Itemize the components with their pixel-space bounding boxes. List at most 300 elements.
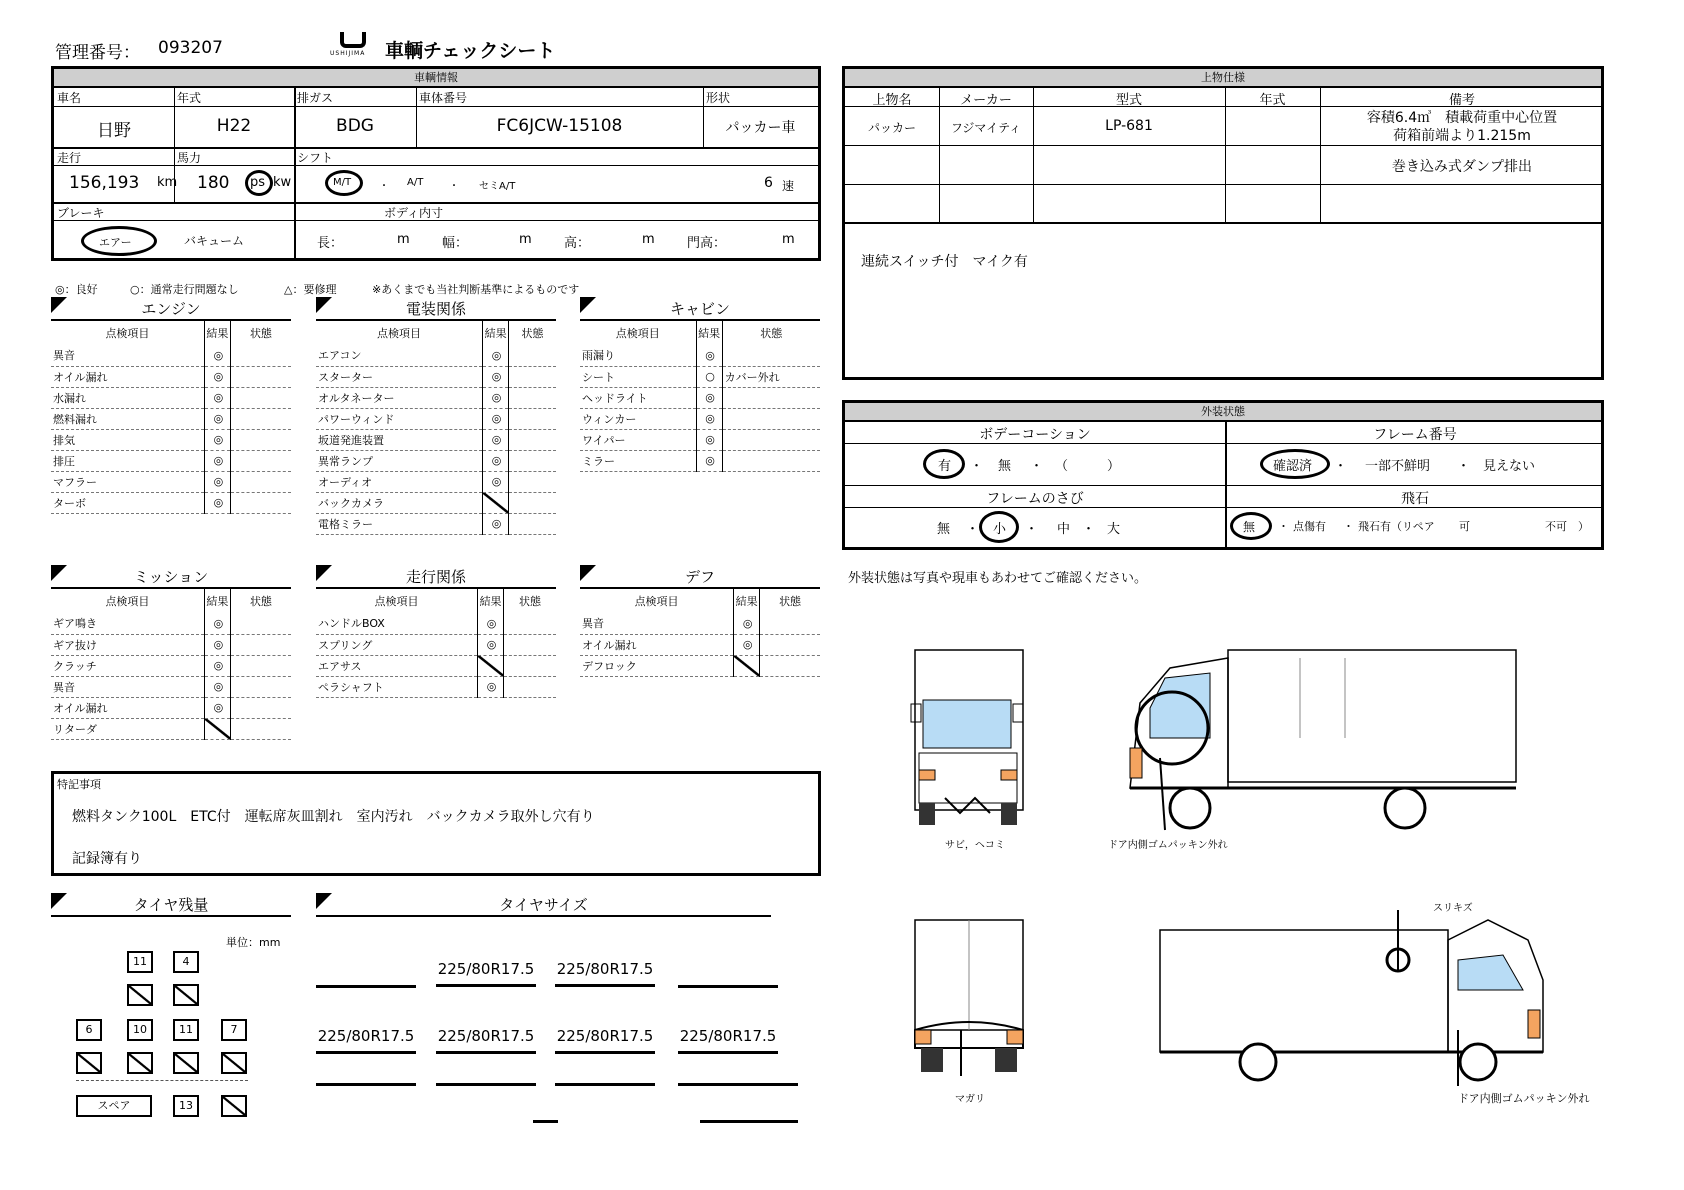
check-row — [316, 366, 556, 387]
power-unit-kw: kw — [273, 175, 292, 190]
brake-vacuum: バキューム — [184, 234, 245, 248]
check-result: ○ — [696, 366, 722, 387]
check-state — [504, 634, 556, 655]
check-row — [51, 676, 291, 697]
check-state — [509, 345, 556, 366]
legend-note: ※あくまでも当社判断基準によるものです — [372, 283, 580, 296]
dot: ・ — [1082, 522, 1096, 537]
check-row — [580, 345, 820, 366]
mileage-label: 走行 — [57, 151, 82, 165]
check-row — [580, 387, 820, 408]
col-item: 点検項目 — [374, 595, 419, 608]
tire-front-left: 11 — [127, 951, 153, 973]
check-row — [580, 408, 820, 429]
name-label: 車名 — [57, 91, 82, 105]
check-result: ◎ — [204, 429, 230, 450]
check-item: スターター — [316, 366, 483, 387]
dim-unit: m — [397, 232, 410, 247]
check-state — [230, 345, 291, 366]
check-item: ペラシャフト — [316, 676, 478, 697]
check-result: ◎ — [204, 634, 230, 655]
check-row — [51, 450, 291, 471]
section-title: 走行関係 — [405, 568, 466, 586]
tire-size-front-2: 225/80R17.5 — [555, 960, 655, 987]
vehicle-info-header: 車輌情報 — [54, 69, 818, 88]
tire-rear-2-inner — [127, 1052, 153, 1074]
chip-ok: 可 — [1459, 520, 1470, 533]
not-applicable-mark — [205, 719, 230, 739]
check-state — [509, 513, 556, 534]
check-state — [722, 429, 820, 450]
check-item: 電格ミラー — [316, 513, 483, 534]
check-state — [509, 471, 556, 492]
col-item: 点検項目 — [634, 595, 679, 608]
tire-size-line — [678, 1083, 798, 1086]
upper-note-3: 巻き込み式ダンプ排出 — [1391, 159, 1533, 175]
check-row — [316, 408, 556, 429]
dim-door-label: 門高： — [687, 236, 727, 251]
col-result: 結果 — [204, 321, 230, 345]
check-row — [580, 655, 820, 676]
upper-h-maker: メーカー — [960, 93, 1012, 108]
coating-label: ボデーコーション — [979, 427, 1091, 443]
check-state — [504, 613, 556, 634]
check-state — [509, 450, 556, 471]
damage-side-right: ドア内側ゴムパッキン外れ — [1458, 1092, 1590, 1105]
dim-height-label: 高： — [564, 236, 591, 251]
section-title: キャビン — [669, 300, 730, 318]
check-result: ◎ — [204, 345, 230, 366]
check-result: ◎ — [734, 634, 760, 655]
upper-spec-header: 上物仕様 — [845, 69, 1601, 88]
tire-size-rear-1: 225/80R17.5 — [316, 1027, 416, 1054]
tire-rear-1: 6 — [76, 1019, 102, 1041]
check-row — [51, 366, 291, 387]
check-state — [230, 655, 291, 676]
check-row — [51, 429, 291, 450]
check-item: パワーウィンド — [316, 408, 483, 429]
col-item: 点検項目 — [105, 595, 150, 608]
rust-large: 大 — [1107, 522, 1121, 537]
check-state — [509, 492, 556, 513]
section-title: タイヤサイズ — [499, 896, 588, 914]
col-state: 状態 — [760, 327, 783, 340]
tire-rear-3: 11 — [173, 1019, 199, 1041]
check-state — [760, 634, 820, 655]
spare-label: スペア — [76, 1095, 152, 1117]
check-row — [316, 676, 556, 697]
upper-spec-panel — [842, 66, 1604, 380]
check-result: ◎ — [478, 613, 504, 634]
dim-width-label: 幅： — [442, 236, 469, 251]
shape-label: 形状 — [706, 91, 731, 105]
damage-side-left: ドア内側ゴムパッキン外れ — [1108, 840, 1228, 851]
dim-unit: m — [519, 232, 532, 247]
check-row — [580, 450, 820, 471]
check-state — [760, 655, 820, 676]
spare-inner — [221, 1095, 247, 1117]
check-state — [509, 429, 556, 450]
dot: ・ — [379, 181, 389, 192]
drive-section — [316, 565, 556, 698]
check-row — [580, 429, 820, 450]
cabin-section — [580, 297, 820, 472]
dot: ・ — [1278, 520, 1289, 533]
frame-partial: 一部不鮮明 — [1365, 459, 1431, 474]
check-row — [580, 366, 820, 387]
check-item: リターダ — [51, 718, 204, 739]
check-state — [230, 387, 291, 408]
check-item: ヘッドライト — [580, 387, 696, 408]
vehicle-info-panel — [51, 66, 821, 261]
tire-size-line — [316, 985, 416, 988]
check-result: ◎ — [696, 429, 722, 450]
check-item: シート — [580, 366, 696, 387]
col-state: 状態 — [249, 595, 272, 608]
diff-table — [580, 589, 820, 677]
vehicle-name: 日野 — [97, 121, 131, 141]
check-result: ◎ — [204, 676, 230, 697]
damage-side-right-top: スリキズ — [1433, 903, 1473, 914]
check-state — [722, 387, 820, 408]
upper-remarks: 連続スイッチ付 マイク有 — [861, 254, 1028, 270]
dot: ・ — [970, 459, 984, 474]
check-state — [722, 408, 820, 429]
shift-label: シフト — [297, 151, 334, 165]
check-state — [230, 697, 291, 718]
mission-table — [51, 589, 291, 740]
coating-no: 無 — [998, 459, 1012, 474]
check-state — [230, 471, 291, 492]
col-result: 結果 — [478, 589, 504, 613]
check-row — [51, 387, 291, 408]
chassis-label: 車体番号 — [419, 91, 468, 105]
upper-maker: フジマイティ — [950, 121, 1022, 135]
mileage-unit: km — [157, 175, 178, 190]
check-row — [316, 634, 556, 655]
check-item: オイル漏れ — [51, 697, 204, 718]
special-line2: 記録簿有り — [72, 851, 142, 867]
vehicle-year: H22 — [216, 116, 252, 136]
check-state — [760, 613, 820, 634]
check-item: ワイパー — [580, 429, 696, 450]
management-number: 093207 — [158, 38, 223, 58]
tire-rear-3-inner — [173, 1052, 199, 1074]
check-result: ◎ — [204, 613, 230, 634]
speeds-unit: 速 — [782, 179, 795, 193]
emission-label: 排ガス — [297, 91, 334, 105]
check-result: ◎ — [483, 429, 509, 450]
check-item: クラッチ — [51, 655, 204, 676]
check-item: エアサス — [316, 655, 478, 676]
col-result: 結果 — [696, 321, 722, 345]
coating-yes: 有 — [938, 459, 952, 474]
legend-ok: ○：通常走行問題なし — [130, 283, 239, 296]
check-item: 燃料漏れ — [51, 408, 204, 429]
tire-size-rear-3: 225/80R17.5 — [555, 1027, 655, 1054]
check-row — [51, 471, 291, 492]
dot: ・ — [1334, 459, 1348, 474]
check-item: 異音 — [51, 676, 204, 697]
check-row — [316, 513, 556, 534]
truck-side-left-diagram — [1110, 648, 1520, 838]
check-state — [230, 492, 291, 513]
check-row — [316, 387, 556, 408]
tire-size-line — [436, 1083, 536, 1086]
check-item: マフラー — [51, 471, 204, 492]
speeds-value: 6 — [764, 175, 773, 191]
frame-confirmed: 確認済 — [1273, 459, 1313, 474]
check-state — [230, 718, 291, 739]
tire-rear-4-inner — [221, 1052, 247, 1074]
section-title: タイヤ残量 — [133, 896, 209, 914]
tire-size-rear-4: 225/80R17.5 — [678, 1027, 778, 1054]
spare-value: 13 — [173, 1095, 199, 1117]
check-item: 水漏れ — [51, 387, 204, 408]
check-result: ◎ — [483, 387, 509, 408]
col-item: 点検項目 — [615, 327, 660, 340]
col-state: 状態 — [519, 595, 542, 608]
check-result — [478, 655, 504, 676]
electric-table — [316, 321, 556, 535]
check-result: ◎ — [696, 408, 722, 429]
tire-front-left-inner — [127, 984, 153, 1006]
upper-note-2: 荷箱前端より1.215m — [1393, 128, 1531, 144]
mission-section — [51, 565, 291, 740]
truck-front-diagram — [905, 648, 1030, 828]
section-title: ミッション — [133, 568, 209, 586]
check-row — [51, 718, 291, 739]
management-number-label: 管理番号： — [55, 43, 140, 63]
upper-h-name: 上物名 — [872, 93, 912, 108]
dot: ・ — [1343, 520, 1354, 533]
check-result: ◎ — [696, 345, 722, 366]
upper-note-1: 容積6.4㎥ 積載荷重中心位置 — [1366, 110, 1558, 126]
dot: ・ — [1025, 522, 1039, 537]
dim-unit: m — [782, 232, 795, 247]
chip-label: 飛石 — [1401, 491, 1429, 507]
section-title: エンジン — [141, 300, 201, 318]
check-result: ◎ — [483, 450, 509, 471]
shift-mt: M/T — [333, 177, 352, 188]
check-item: ギア鳴き — [51, 613, 204, 634]
truck-side-right-diagram — [1158, 900, 1548, 1090]
check-result — [483, 492, 509, 513]
check-state — [504, 676, 556, 697]
power-value: 180 — [197, 173, 230, 193]
check-state — [230, 450, 291, 471]
check-result — [204, 718, 230, 739]
exterior-panel — [842, 400, 1604, 550]
check-result: ◎ — [204, 697, 230, 718]
check-item: オイル漏れ — [51, 366, 204, 387]
section-title: 電装関係 — [405, 300, 466, 318]
dot: ・ — [1457, 459, 1471, 474]
check-item: ミラー — [580, 450, 696, 471]
frame-visible: 見えない — [1483, 459, 1536, 474]
power-label: 馬力 — [177, 151, 202, 165]
check-row — [316, 655, 556, 676]
check-state — [722, 345, 820, 366]
check-item: ウィンカー — [580, 408, 696, 429]
col-state: 状態 — [779, 595, 802, 608]
check-item: 坂道発進装置 — [316, 429, 483, 450]
check-item: スプリング — [316, 634, 478, 655]
check-result: ◎ — [204, 387, 230, 408]
check-result: ◎ — [696, 387, 722, 408]
check-state — [504, 655, 556, 676]
cabin-table — [580, 321, 820, 472]
tire-size-line — [555, 1083, 655, 1086]
check-item: 異音 — [51, 345, 204, 366]
tire-size-line — [316, 1083, 416, 1086]
check-item: デフロック — [580, 655, 734, 676]
upper-h-year: 年式 — [1259, 93, 1286, 108]
check-result: ◎ — [204, 450, 230, 471]
damage-rear: マガリ — [955, 1094, 985, 1105]
not-applicable-mark — [483, 493, 508, 513]
tire-rear-1-inner — [76, 1052, 102, 1074]
chip-none: 無 — [1243, 520, 1256, 534]
year-label: 年式 — [177, 91, 202, 105]
check-item: ハンドルBOX — [316, 613, 478, 634]
check-result: ◎ — [734, 613, 760, 634]
dot: ・ — [966, 522, 980, 537]
exterior-header: 外装状態 — [845, 403, 1601, 422]
check-result: ◎ — [483, 366, 509, 387]
check-state — [230, 613, 291, 634]
check-row — [316, 345, 556, 366]
tire-size-line — [700, 1120, 798, 1123]
check-result: ◎ — [483, 408, 509, 429]
section-title: デフ — [684, 568, 715, 586]
check-item: オイル漏れ — [580, 634, 734, 655]
tire-size-section — [316, 893, 771, 917]
dot: ・ — [1030, 459, 1044, 474]
check-row — [316, 429, 556, 450]
check-row — [51, 492, 291, 513]
chip-ng: 不可 ） — [1545, 520, 1589, 533]
special-line1: 燃料タンク100L ETC付 運転席灰皿割れ 室内汚れ バックカメラ取外し穴有り — [72, 809, 595, 825]
check-result: ◎ — [696, 450, 722, 471]
power-unit-ps: ps — [250, 175, 266, 190]
shift-semi: セミA/T — [479, 181, 516, 192]
check-state — [230, 634, 291, 655]
tire-rear-4: 7 — [221, 1019, 247, 1041]
check-result: ◎ — [204, 655, 230, 676]
tire-front-right-inner — [173, 984, 199, 1006]
check-item: 排気 — [51, 429, 204, 450]
legend-good: ◎：良好 — [55, 283, 98, 296]
check-state — [230, 429, 291, 450]
body-dim-label: ボディ内寸 — [384, 206, 444, 220]
upper-name: パッカー — [867, 121, 916, 135]
tire-front-right: 4 — [173, 951, 199, 973]
check-item: 異音 — [580, 613, 734, 634]
rust-mid: 中 — [1057, 522, 1071, 537]
check-item: ギア抜け — [51, 634, 204, 655]
check-result: ◎ — [483, 471, 509, 492]
frame-number-label: フレーム番号 — [1373, 427, 1457, 443]
check-row — [580, 634, 820, 655]
brake-air: エアー — [99, 236, 132, 249]
check-row — [580, 613, 820, 634]
check-row — [51, 345, 291, 366]
chip-fixed: 点傷有 — [1293, 520, 1326, 533]
check-state: カバー外れ — [722, 366, 820, 387]
check-row — [51, 634, 291, 655]
tire-size-line — [533, 1120, 558, 1123]
dot: ・ — [449, 181, 459, 192]
check-row — [51, 408, 291, 429]
brake-label: ブレーキ — [57, 206, 105, 220]
check-row — [51, 655, 291, 676]
col-result: 結果 — [204, 589, 230, 613]
exterior-note: 外装状態は写真や現車もあわせてご確認ください。 — [848, 571, 1148, 586]
check-item: オーディオ — [316, 471, 483, 492]
check-state — [230, 676, 291, 697]
tire-remain-section — [51, 893, 291, 917]
check-result — [734, 655, 760, 676]
check-state — [230, 366, 291, 387]
not-applicable-mark — [734, 656, 759, 676]
legend-repair: △：要修理 — [284, 283, 337, 296]
special-notes-panel — [51, 771, 821, 876]
col-state: 状態 — [521, 327, 544, 340]
check-item: 雨漏り — [580, 345, 696, 366]
check-result: ◎ — [204, 408, 230, 429]
tire-rear-2: 10 — [127, 1019, 153, 1041]
check-row — [316, 613, 556, 634]
special-label: 特記事項 — [57, 778, 101, 791]
dim-unit: m — [642, 232, 655, 247]
check-item: ターボ — [51, 492, 204, 513]
check-row — [316, 492, 556, 513]
check-result: ◎ — [478, 634, 504, 655]
check-state — [230, 408, 291, 429]
vehicle-emission: BDG — [336, 116, 374, 136]
check-item: バックカメラ — [316, 492, 483, 513]
vehicle-shape: パッカー車 — [725, 120, 796, 136]
dim-length-label: 長： — [317, 236, 344, 251]
upper-model: LP-681 — [1105, 118, 1153, 134]
tire-unit: 単位：mm — [226, 936, 281, 949]
check-result: ◎ — [204, 471, 230, 492]
check-result: ◎ — [483, 513, 509, 534]
check-result: ◎ — [478, 676, 504, 697]
col-item: 点検項目 — [377, 327, 422, 340]
company-logo — [330, 32, 376, 60]
tire-size-rear-2: 225/80R17.5 — [436, 1027, 536, 1054]
rust-small: 小 — [993, 522, 1007, 537]
check-state — [509, 366, 556, 387]
check-item: オルタネーター — [316, 387, 483, 408]
check-row — [316, 471, 556, 492]
document-title: 車輌チェックシート — [385, 40, 556, 62]
col-result: 結果 — [734, 589, 760, 613]
col-state: 状態 — [249, 327, 272, 340]
electric-section — [316, 297, 556, 535]
coating-paren: （ ） — [1055, 459, 1121, 474]
check-item: 排圧 — [51, 450, 204, 471]
diff-section — [580, 565, 820, 677]
upper-h-model: 型式 — [1115, 93, 1142, 108]
chip-stone: 飛石有（リペア — [1358, 520, 1435, 533]
tire-size-line — [678, 985, 778, 988]
check-state — [509, 408, 556, 429]
drive-table — [316, 589, 556, 698]
rust-none: 無 — [937, 522, 951, 537]
